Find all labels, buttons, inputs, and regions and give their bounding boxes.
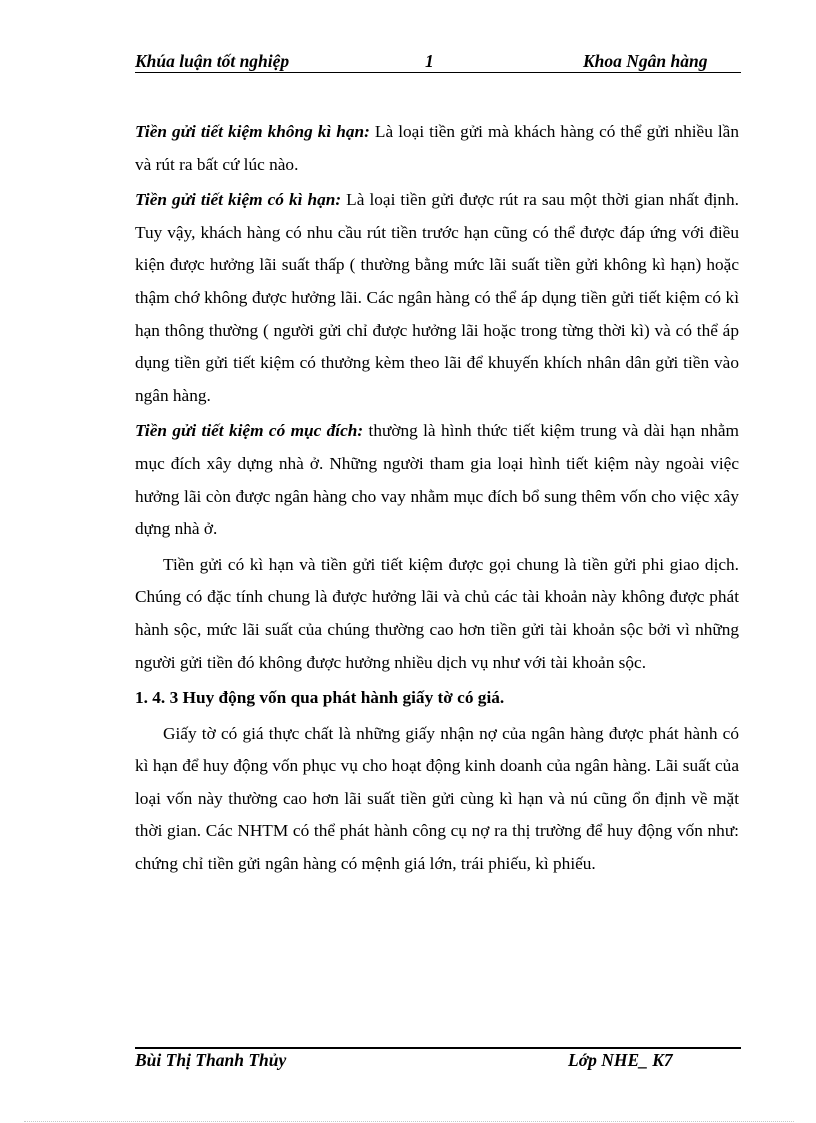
paragraph-text: Là loại tiền gửi được rút ra sau một thời gian nhất định. Tuy vậy, khách hàng có nhu cầu rút tiền trước hạn cũng có thể được đáp ứng với điều kiện được hưởng lãi suất thấp ( thường bằng mức lãi suất tiền gửi không kì hạn) hoặc thậm chớ không được hưởng lãi. Các ngân hàng có thể áp dụng tiền gửi tiết kiệm có kì hạn thông thường ( người gửi chỉ được hưởng lãi hoặc trong từng thời kì) và có thể áp dụng tiền gửi tiết kiệm có thưởng kèm theo lãi để khuyến khích nhân dân gửi tiền vào ngân hàng. xyxy=(135,190,739,405)
header-faculty: Khoa Ngân hàng xyxy=(583,51,708,71)
term-demand-savings: Tiền gửi tiết kiệm không kì hạn: xyxy=(135,122,370,141)
page-footer xyxy=(135,1048,741,1072)
page-edge-divider xyxy=(24,1121,794,1122)
paragraph-demand-savings xyxy=(135,116,739,181)
paragraph-text: thường là hình thức tiết kiệm trung và dài hạn nhằm mục đích xây dựng nhà ở. Những người tham gia loại hình tiết kiệm này ngoài việc hưởng lãi còn được ngân hàng cho vay nhằm mục đích bổ sung thêm vốn cho việc xây dựng nhà ở. xyxy=(135,421,739,539)
body-text xyxy=(135,116,739,884)
term-purpose-savings: Tiền gửi tiết kiệm có mục đích: xyxy=(135,421,364,441)
paragraph-non-transaction-deposits: Tiền gửi có kì hạn và tiền gửi tiết kiệm được gọi chung là tiền gửi phi giao dịch. Chúng có đặc tính chung là được hưởng lãi và chủ các tài khoản này không được phát hành sộc, mức lãi suất của chúng thường cao hơn tiền gửi tài khoản sộc bởi vì những người gửi tiền đó không được hưởng nhiều dịch vụ như với tài khoản sộc. xyxy=(135,554,739,672)
paragraph-text: Là loại tiền gửi mà khách hàng có thể gửi nhiều lần và rút ra bất cứ lúc nào. xyxy=(135,122,739,174)
page-number: 1 xyxy=(425,51,434,71)
paragraph-purpose-savings xyxy=(135,415,739,545)
term-term-savings: Tiền gửi tiết kiệm có kì hạn: xyxy=(135,190,342,210)
section-heading: 1. 4. 3 Huy động vốn qua phát hành giấy tờ có giá. xyxy=(135,688,505,708)
header-thesis-title: Khúa luận tốt nghiệp xyxy=(135,51,290,71)
page-header xyxy=(135,50,741,73)
paragraph-term-savings xyxy=(135,184,739,412)
footer-class: Lớp NHE_ K7 xyxy=(568,1050,673,1070)
footer-author: Bùi Thị Thanh Thủy xyxy=(135,1050,287,1070)
paragraph-valuable-papers: Giấy tờ có giá thực chất là những giấy nhận nợ của ngân hàng được phát hành có kì hạn để huy động vốn phục vụ cho hoạt động kinh doanh của ngân hàng. Lãi suất của loại vốn này thường cao hơn lãi suất tiền gửi cùng kì hạn và nú cũng ổn định về mặt thời gian. Các NHTM có thể phát hành công cụ nợ ra thị trường để huy động vốn như: chứng chỉ tiền gửi ngân hàng có mệnh giá lớn, trái phiếu, kì phiếu. xyxy=(135,723,739,874)
